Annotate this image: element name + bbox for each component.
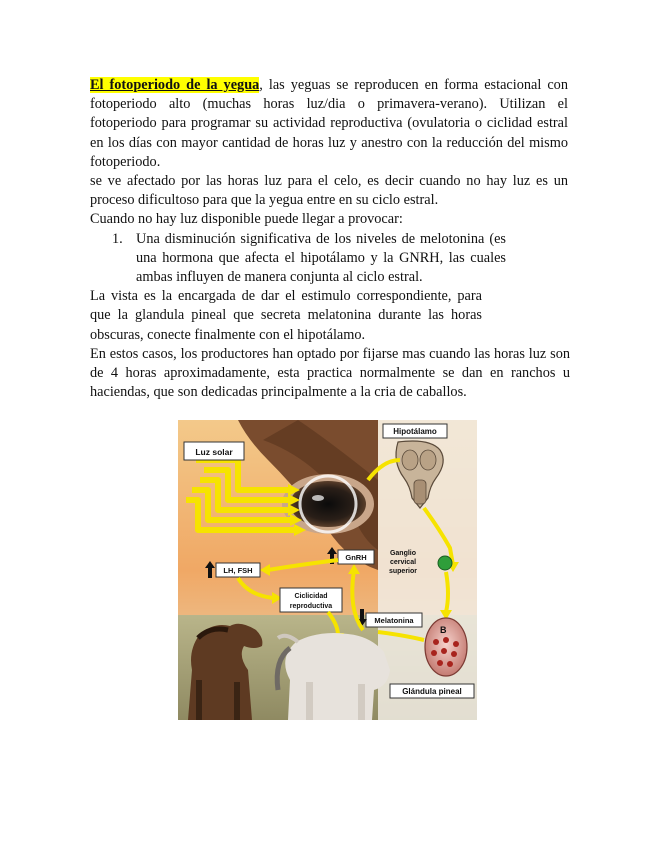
gnrh-label: GnRH [345,553,367,562]
section-title: El fotoperiodo de la yegua [90,77,260,93]
ganglio-line3: superior [388,568,418,575]
paragraph-2: se ve afectado por las horas luz para el celo, es decir cuando no hay luz es un proceso dificultoso para que la yegua entre en su ciclo estral. [90,173,568,209]
paragraph-1 [90,76,568,172]
paragraph-4: La vista es la encargada de dar el estimulo correspondiente, para que la glandula pineal que secreta melatonina durante las horas obscuras, conecte finalmente con el hipotálamo. [90,288,482,343]
list-number: 1. [112,230,123,247]
hipotalamo-label: Hipotálamo [393,427,437,436]
lh-fsh-label: LH, FSH [223,566,253,575]
ganglion-icon [438,556,452,570]
pineal-letter: B [440,625,447,635]
luz-solar-label: Luz solar [195,447,233,457]
paragraph-1-text: , las yeguas se reproducen en forma estacional con fotoperiodo alto (muchas horas luz/dia o primavera-verano). Utilizan el fotoperiodo para programar su actividad reproductiva (ovulatoria o ciclidad estral en los días con mayor cantidad de horas luz y anestro con la reducción del mismo fotoperiodo. [90,77,568,170]
photoperiod-diagram [178,420,477,720]
ciclicidad-line1: Ciclicidad [294,593,328,600]
ciclicidad-line2: reproductiva [289,603,333,610]
paragraph-5: En estos casos, los productores han optado por fijarse mas cuando las horas luz son de 4 horas aproximadamente, esta practica normalmente se dan en ranchos u haciendas, que son dedicadas principalmente a la cria de caballos. [90,345,570,401]
diagram-svg [178,420,477,720]
list-item-text: Una disminución significativa de los niveles de melotonina (es una hormona que afecta el hipotálamo y la GNRH, las cuales ambas influyen de manera conjunta al ciclo estral. [136,230,506,286]
melatonina-label: Melatonina [374,616,414,625]
nerve-path-2 [446,572,448,612]
eye-highlight [312,495,324,501]
paragraph-3: Cuando no hay luz disponible puede llegar a provocar: [90,211,403,228]
glandula-pineal-label: Glándula pineal [402,687,462,696]
ganglio-line2: cervical [389,559,417,566]
ganglio-line1: Ganglio [389,550,417,557]
list-item [90,230,568,288]
document-body [90,76,568,402]
